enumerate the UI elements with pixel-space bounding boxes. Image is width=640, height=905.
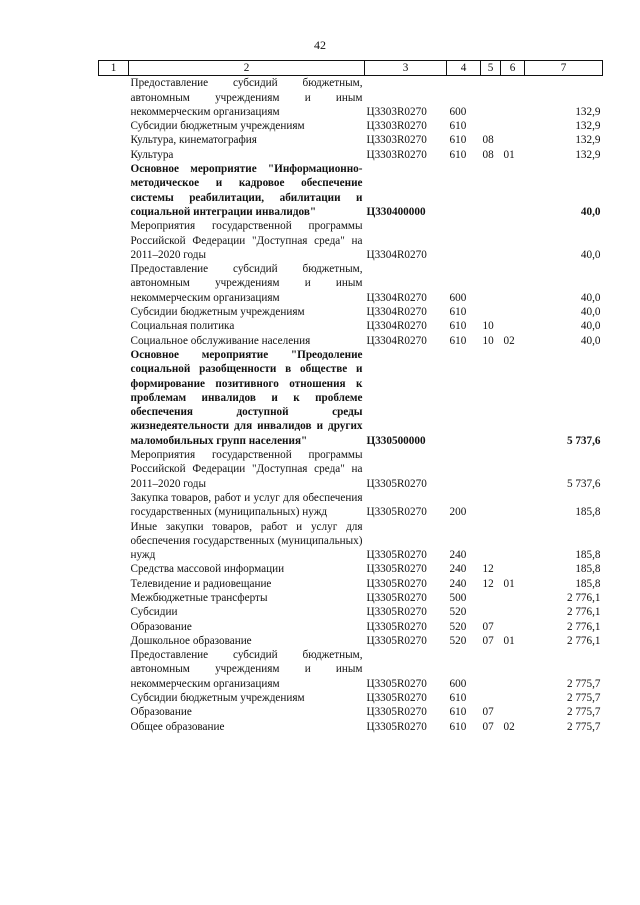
row-subsection [501, 620, 525, 634]
row-name: Образование [130, 706, 192, 719]
row-amount: 2 775,7 [566, 677, 601, 690]
row-number-cell [99, 620, 129, 634]
row-section [481, 648, 501, 691]
row-amount: 185,8 [575, 506, 601, 519]
row-code: Ц3304R0270 [366, 248, 427, 261]
row-name: Предоставление субсидий бюджетным, автономным учреждениям и иным некоммерческим организациям [130, 263, 363, 304]
header-col-7: 7 [525, 61, 603, 76]
row-expense-type: 610 [449, 134, 467, 147]
row-subsection [501, 705, 525, 719]
table-row [99, 219, 603, 262]
row-expense-type: 240 [449, 549, 467, 562]
row-expense-type: 600 [449, 105, 467, 118]
row-section [481, 591, 501, 605]
row-name: Средства массовой информации [130, 563, 285, 576]
row-code: Ц3305R0270 [366, 677, 427, 690]
table-row [99, 448, 603, 491]
table-header [99, 61, 603, 76]
row-number-cell [99, 76, 129, 119]
row-expense-type: 200 [449, 506, 467, 519]
row-number-cell [99, 334, 129, 348]
row-code: Ц3305R0270 [366, 591, 427, 604]
row-section [481, 691, 501, 705]
row-number-cell [99, 305, 129, 319]
row-code: Ц3304R0270 [366, 306, 427, 319]
row-name: Основное мероприятие "Информационно-методическое и кадровое обеспечение системы реабилитации, абилитации и социальной интеграции инвалидов" [130, 163, 363, 218]
row-subsection [501, 262, 525, 305]
row-subsection [501, 605, 525, 619]
row-code: Ц330400000 [366, 205, 426, 218]
row-expense-type: 610 [449, 706, 467, 719]
row-amount: 5 737,6 [566, 477, 601, 490]
row-section [481, 348, 501, 448]
row-name: Мероприятия государственной программы Российской Федерации "Доступная среда" на 2011–2020 годы [130, 220, 363, 261]
row-subsection [501, 219, 525, 262]
table-row [99, 577, 603, 591]
row-subsection [501, 348, 525, 448]
row-amount: 2 776,1 [566, 620, 601, 633]
row-amount: 2 776,1 [566, 591, 601, 604]
row-section [481, 520, 501, 563]
row-subsection [501, 591, 525, 605]
row-code: Ц3304R0270 [366, 291, 427, 304]
row-expense-type: 610 [449, 692, 467, 705]
row-code: Ц3305R0270 [366, 549, 427, 562]
row-name: Образование [130, 620, 192, 633]
row-number-cell [99, 219, 129, 262]
row-amount: 2 775,7 [566, 692, 601, 705]
table-row [99, 591, 603, 605]
table-row [99, 319, 603, 333]
row-number-cell [99, 648, 129, 691]
row-section: 08 [482, 148, 494, 161]
row-amount: 185,8 [575, 549, 601, 562]
header-row [99, 61, 603, 76]
row-subsection [501, 520, 525, 563]
row-amount: 132,9 [575, 148, 601, 161]
table-row [99, 162, 603, 219]
row-code: Ц3303R0270 [366, 148, 427, 161]
row-number-cell [99, 491, 129, 520]
row-name: Культура [130, 148, 174, 161]
row-amount: 40,0 [580, 334, 601, 347]
row-expense-type: 610 [449, 334, 467, 347]
row-number-cell [99, 562, 129, 576]
table-row [99, 648, 603, 691]
row-amount: 132,9 [575, 120, 601, 133]
table-row [99, 262, 603, 305]
table-row [99, 348, 603, 448]
row-section [481, 491, 501, 520]
header-col-6: 6 [501, 61, 525, 76]
table-row [99, 562, 603, 576]
row-amount: 40,0 [580, 248, 601, 261]
table-row [99, 334, 603, 348]
row-expense-type: 610 [449, 148, 467, 161]
row-number-cell [99, 605, 129, 619]
header-col-2: 2 [129, 61, 365, 76]
row-amount: 132,9 [575, 105, 601, 118]
budget-table [98, 60, 603, 734]
row-amount: 185,8 [575, 563, 601, 576]
table-row [99, 119, 603, 133]
row-expense-type: 500 [449, 591, 467, 604]
row-section: 07 [482, 706, 494, 719]
table-row [99, 620, 603, 634]
row-amount: 40,0 [580, 306, 601, 319]
row-section: 07 [482, 720, 494, 733]
row-code: Ц3305R0270 [366, 634, 427, 647]
row-amount: 40,0 [580, 320, 601, 333]
row-expense-type: 600 [449, 291, 467, 304]
row-code: Ц3305R0270 [366, 706, 427, 719]
row-section [481, 119, 501, 133]
row-section [481, 605, 501, 619]
row-name: Дошкольное образование [130, 634, 252, 647]
header-col-1: 1 [99, 61, 129, 76]
row-name: Закупка товаров, работ и услуг для обеспечения государственных (муниципальных) нужд [130, 491, 363, 519]
row-name: Мероприятия государственной программы Российской Федерации "Доступная среда" на 2011–2020 годы [130, 449, 363, 490]
row-name: Субсидии бюджетным учреждениям [130, 306, 305, 319]
row-name: Социальное обслуживание населения [130, 334, 311, 347]
row-code: Ц3305R0270 [366, 577, 427, 590]
table-row [99, 520, 603, 563]
row-subsection: 02 [503, 334, 515, 347]
row-number-cell [99, 705, 129, 719]
row-expense-type: 610 [449, 306, 467, 319]
row-number-cell [99, 691, 129, 705]
row-section [481, 262, 501, 305]
row-code: Ц3303R0270 [366, 134, 427, 147]
row-name: Иные закупки товаров, работ и услуг для обеспечения государственных (муниципальных) нужд [130, 520, 363, 562]
row-number-cell [99, 162, 129, 219]
row-name: Культура, кинематография [130, 134, 257, 147]
row-expense-type [447, 219, 481, 262]
row-subsection [501, 491, 525, 520]
row-section [481, 305, 501, 319]
row-number-cell [99, 148, 129, 162]
row-number-cell [99, 634, 129, 648]
row-expense-type: 240 [449, 563, 467, 576]
row-expense-type: 520 [449, 606, 467, 619]
row-subsection: 01 [503, 148, 515, 161]
row-code: Ц3305R0270 [366, 606, 427, 619]
row-number-cell [99, 720, 129, 734]
row-subsection [501, 162, 525, 219]
row-section: 10 [482, 320, 494, 333]
row-subsection [501, 448, 525, 491]
table-row [99, 305, 603, 319]
row-subsection: 01 [503, 577, 515, 590]
row-expense-type: 520 [449, 634, 467, 647]
row-section [481, 162, 501, 219]
row-section: 12 [482, 577, 494, 590]
row-subsection [501, 76, 525, 119]
row-name: Межбюджетные трансферты [130, 591, 268, 604]
row-name: Субсидии [130, 606, 178, 619]
row-subsection [501, 133, 525, 147]
row-expense-type [447, 348, 481, 448]
row-name: Общее образование [130, 720, 225, 733]
row-number-cell [99, 319, 129, 333]
row-expense-type: 600 [449, 677, 467, 690]
table-row [99, 76, 603, 119]
row-name: Предоставление субсидий бюджетным, автономным учреждениям и иным некоммерческим организациям [130, 649, 363, 690]
row-number-cell [99, 577, 129, 591]
row-amount: 5 737,6 [566, 434, 601, 447]
row-amount: 40,0 [580, 205, 601, 218]
table-row [99, 605, 603, 619]
row-code: Ц3305R0270 [366, 506, 427, 519]
header-col-4: 4 [447, 61, 481, 76]
row-expense-type: 610 [449, 720, 467, 733]
table-row [99, 491, 603, 520]
row-code: Ц330500000 [366, 434, 426, 447]
row-subsection: 01 [503, 634, 515, 647]
row-code: Ц3304R0270 [366, 320, 427, 333]
row-code: Ц3303R0270 [366, 105, 427, 118]
row-number-cell [99, 591, 129, 605]
row-amount: 2 776,1 [566, 634, 601, 647]
table-row [99, 720, 603, 734]
row-number-cell [99, 520, 129, 563]
row-number-cell [99, 119, 129, 133]
row-section [481, 448, 501, 491]
row-expense-type: 610 [449, 320, 467, 333]
row-expense-type: 520 [449, 620, 467, 633]
row-expense-type [447, 162, 481, 219]
row-section: 10 [482, 334, 494, 347]
row-number-cell [99, 448, 129, 491]
table-row [99, 634, 603, 648]
row-name: Предоставление субсидий бюджетным, автономным учреждениям и иным некоммерческим организациям [130, 77, 363, 118]
row-number-cell [99, 348, 129, 448]
row-amount: 185,8 [575, 577, 601, 590]
row-subsection [501, 562, 525, 576]
row-number-cell [99, 262, 129, 305]
table-row [99, 148, 603, 162]
row-expense-type: 240 [449, 577, 467, 590]
table-body [99, 76, 603, 734]
row-code: Ц3305R0270 [366, 563, 427, 576]
row-subsection [501, 691, 525, 705]
row-subsection [501, 648, 525, 691]
row-code: Ц3305R0270 [366, 692, 427, 705]
row-subsection [501, 119, 525, 133]
header-col-3: 3 [365, 61, 447, 76]
page-number: 42 [314, 38, 326, 52]
row-section: 07 [482, 620, 494, 633]
row-amount: 132,9 [575, 134, 601, 147]
row-subsection [501, 305, 525, 319]
header-col-5: 5 [481, 61, 501, 76]
row-name: Субсидии бюджетным учреждениям [130, 120, 305, 133]
row-section: 07 [482, 634, 494, 647]
row-number-cell [99, 133, 129, 147]
row-code: Ц3305R0270 [366, 620, 427, 633]
row-code: Ц3305R0270 [366, 720, 427, 733]
row-amount: 2 775,7 [566, 720, 601, 733]
table-row [99, 133, 603, 147]
row-amount: 40,0 [580, 291, 601, 304]
row-code: Ц3304R0270 [366, 334, 427, 347]
row-section: 12 [482, 563, 494, 576]
row-name: Телевидение и радиовещание [130, 577, 272, 590]
row-name: Основное мероприятие "Преодоление социальной разобщенности в обществе и формирование позитивного отношения к проблемам инвалидов и к проблеме обеспечения доступной среды жизнедеятельности для инвалидов и других маломобильных групп населения" [130, 348, 363, 447]
row-amount: 2 776,1 [566, 606, 601, 619]
table-row [99, 691, 603, 705]
row-code: Ц3303R0270 [366, 120, 427, 133]
row-amount: 2 775,7 [566, 706, 601, 719]
row-code: Ц3305R0270 [366, 477, 427, 490]
row-expense-type [447, 448, 481, 491]
row-subsection [501, 319, 525, 333]
row-expense-type: 610 [449, 120, 467, 133]
row-section [481, 76, 501, 119]
row-subsection: 02 [503, 720, 515, 733]
row-name: Субсидии бюджетным учреждениям [130, 692, 305, 705]
row-section [481, 219, 501, 262]
row-section: 08 [482, 134, 494, 147]
row-name: Социальная политика [130, 320, 235, 333]
table-row [99, 705, 603, 719]
